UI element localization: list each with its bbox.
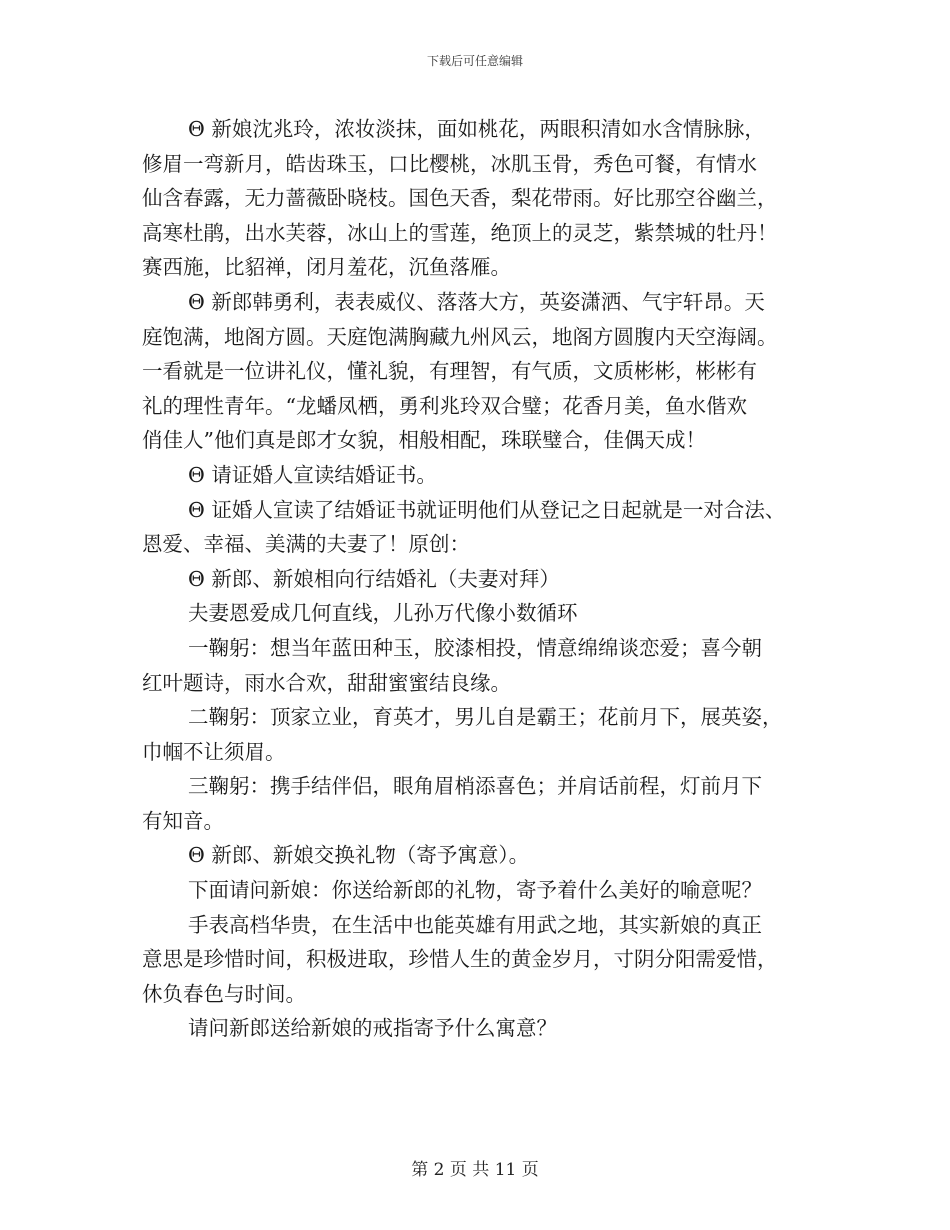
paragraph-line: 三鞠躬：携手结伴侣，眼角眉梢添喜色；并肩话前程，灯前月下 [188, 774, 762, 799]
paragraph-line: Θ 新郎韩勇利，表表威仪、落落大方，英姿潇洒、气宇轩昂。天 [188, 289, 765, 314]
paragraph [142, 1011, 822, 1046]
paragraph [142, 838, 822, 873]
paragraph-line: Θ 请证婚人宣读结婚证书。 [188, 462, 437, 487]
paragraph-line: 一鞠躬：想当年蓝田种玉，胶漆相投，情意绵绵谈恋爱；喜今朝 [188, 635, 762, 660]
paragraph-line: 庭饱满，地阁方圆。天庭饱满胸藏九州风云，地阁方圆腹内天空海阔。 [142, 324, 778, 349]
page-footer: 第 2 页 共 11 页 [411, 1160, 539, 1180]
paragraph-line: 有知音。 [142, 808, 224, 833]
paragraph [142, 458, 822, 493]
paragraph [142, 700, 822, 769]
paragraph-line: 休负春色与时间。 [142, 981, 306, 1006]
paragraph-line: 意思是珍惜时间，积极进取，珍惜人生的黄金岁月，寸阴分阳需爱惜， [142, 947, 778, 972]
paragraph [142, 596, 822, 631]
paragraph-line: 仙含春露，无力蔷薇卧晓枝。国色天香，梨花带雨。好比那空谷幽兰， [142, 186, 778, 211]
paragraph-line: 俏佳人”他们真是郎才女貌，相般相配，珠联璧合，佳偶天成！ [142, 428, 706, 453]
paragraph [142, 562, 822, 597]
page-header: 下载后可任意编辑 [426, 54, 523, 68]
paragraph [142, 112, 822, 285]
paragraph-line: 礼的理性青年。“龙蟠凤栖，勇利兆玲双合璧；花香月美，鱼水偕欢 [142, 393, 747, 418]
paragraph [142, 285, 822, 458]
paragraph-line: 请问新郎送给新娘的戒指寄予什么寓意？ [188, 1016, 557, 1041]
paragraph-line: Θ 证婚人宣读了结婚证书就证明他们从登记之日起就是一对合法、 [188, 497, 786, 522]
paragraph [142, 769, 822, 838]
paragraph-line: 修眉一弯新月，皓齿珠玉，口比樱桃，冰肌玉骨，秀色可餐，有情水 [142, 151, 757, 176]
paragraph-line: 夫妻恩爱成几何直线，儿孙万代像小数循环 [188, 601, 578, 626]
paragraph [142, 873, 822, 908]
paragraph [142, 631, 822, 700]
paragraph-line: 巾帼不让须眉。 [142, 739, 286, 764]
paragraph-line: Θ 新郎、新娘交换礼物（寄予寓意）。 [188, 843, 530, 868]
paragraph-line: 高寒杜鹃，出水芙蓉，冰山上的雪莲，绝顶上的灵芝，紫禁城的牡丹！ [142, 220, 778, 245]
paragraph [142, 493, 822, 562]
paragraph-line: 手表高档华贵，在生活中也能英雄有用武之地，其实新娘的真正 [188, 912, 762, 937]
document-body [142, 112, 822, 1046]
paragraph-line: 赛西施，比貂禅，闭月羞花，沉鱼落雁。 [142, 255, 511, 280]
paragraph-line: 一看就是一位讲礼仪，懂礼貌，有理智，有气质，文质彬彬，彬彬有 [142, 359, 757, 384]
paragraph [142, 908, 822, 1012]
paragraph-line: 恩爱、幸福、美满的夫妻了！原创： [142, 532, 470, 557]
paragraph-line: 二鞠躬：顶家立业，育英才，男儿自是霸王；花前月下，展英姿， [188, 705, 783, 730]
paragraph-line: Θ 新郎、新娘相向行结婚礼（夫妻对拜） [188, 566, 560, 591]
paragraph-line: 红叶题诗，雨水合欢，甜甜蜜蜜结良缘。 [142, 670, 511, 695]
paragraph-line: Θ 新娘沈兆玲，浓妆淡抹，面如桃花，两眼积清如水含情脉脉， [188, 117, 765, 141]
paragraph-line: 下面请问新娘：你送给新郎的礼物，寄予着什么美好的喻意呢？ [188, 878, 762, 903]
